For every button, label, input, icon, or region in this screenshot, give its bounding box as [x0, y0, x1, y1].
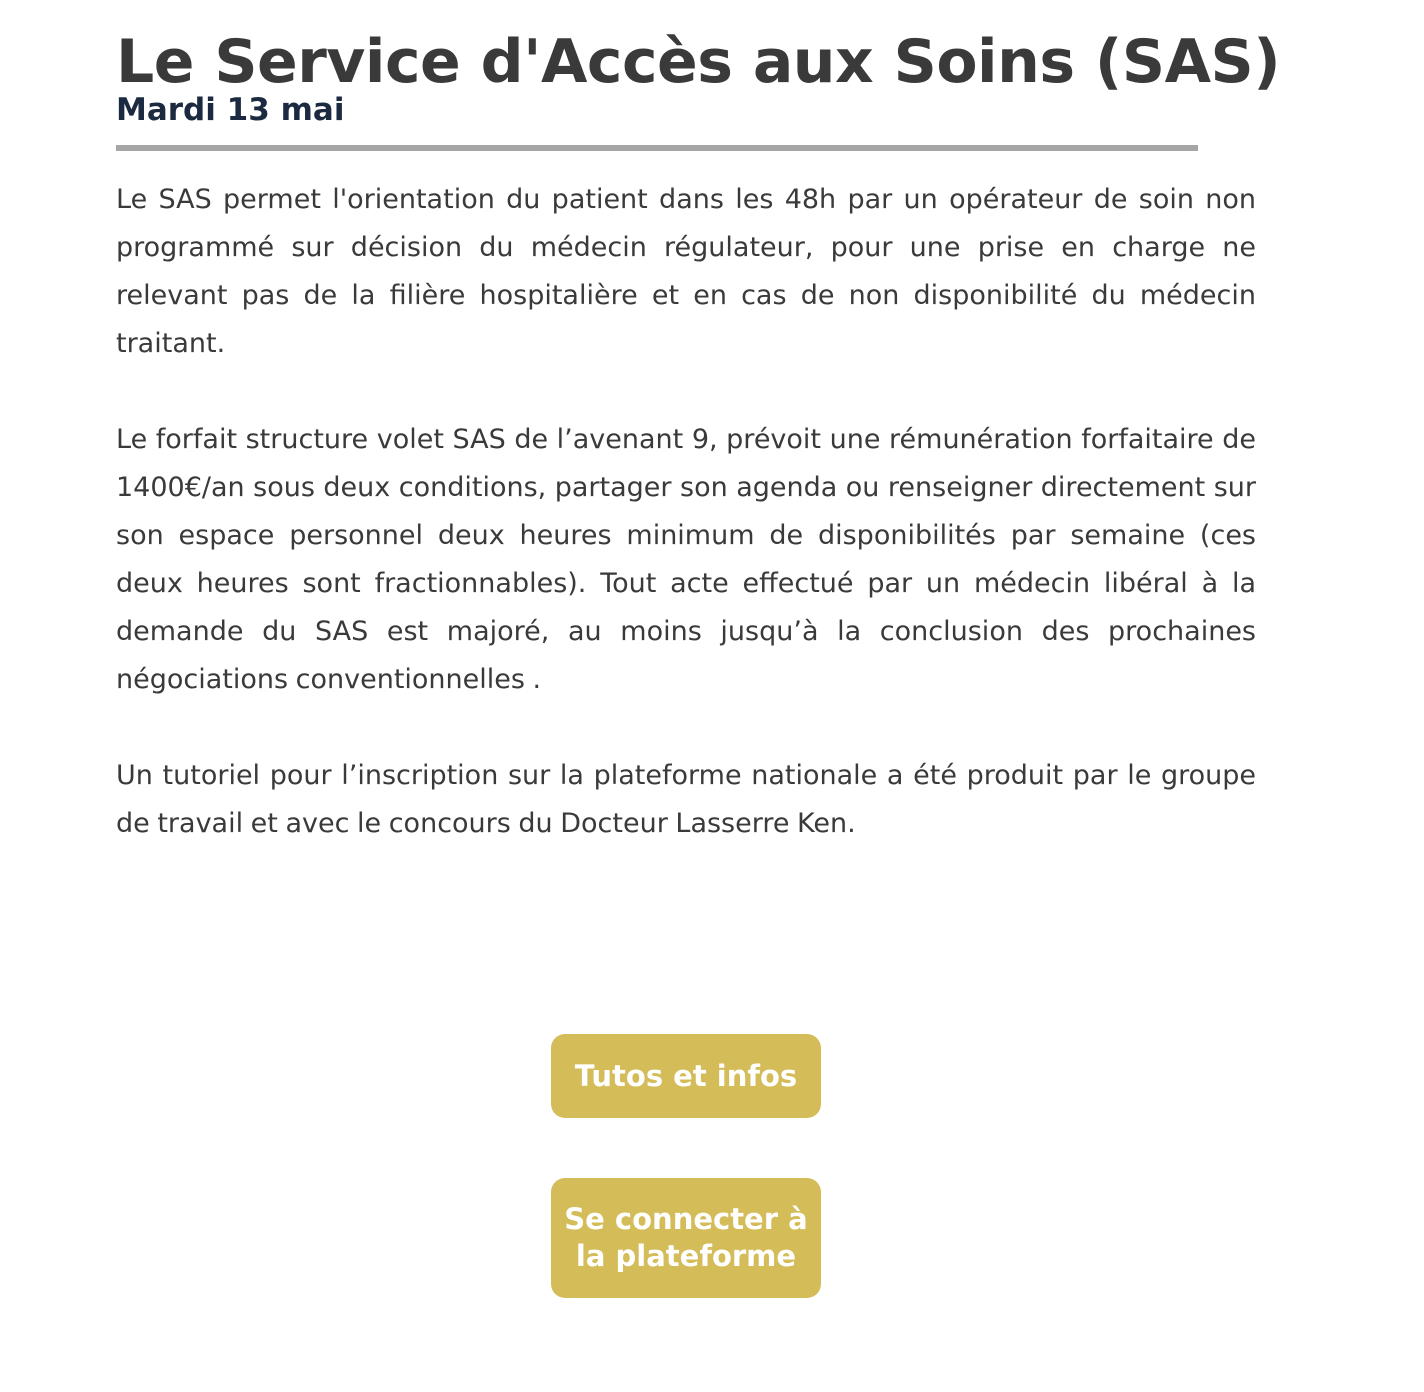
paragraph-tutoriel: Un tutoriel pour l’inscription sur la plateforme nationale a été produit par le groupe de travail et avec le concours du Docteur Lasserre Ken. — [116, 760, 1256, 839]
paragraph-sas-orientation: Le SAS permet l'orientation du patient dans les 48h par un opérateur de soin non programmé sur décision du médecin régulateur, pour une prise en charge ne relevant pas de la filière hospitalière et en cas de non disponibilité du médecin traitant. — [116, 184, 1256, 359]
article-date: Mardi 13 mai — [116, 92, 345, 128]
connect-platform-button[interactable]: Se connecter à la plateforme — [551, 1178, 821, 1298]
tutos-infos-button[interactable]: Tutos et infos — [551, 1034, 821, 1118]
page-title: Le Service d'Accès aux Soins (SAS) — [116, 27, 1281, 97]
article-body — [116, 176, 1256, 896]
header-divider — [116, 145, 1198, 151]
paragraph-forfait-structure: Le forfait structure volet SAS de l’avenant 9, prévoit une rémunération forfaitaire de 1400€/an sous deux conditions, partager son agenda ou renseigner directement sur son espace personnel deux heures minimum de disponibilités par semaine (ces deux heures sont fractionnables). Tout acte effectué par un médecin libéral à la demande du SAS est majoré, au moins jusqu’à la conclusion des prochaines négociations conventionnelles . — [116, 424, 1256, 695]
